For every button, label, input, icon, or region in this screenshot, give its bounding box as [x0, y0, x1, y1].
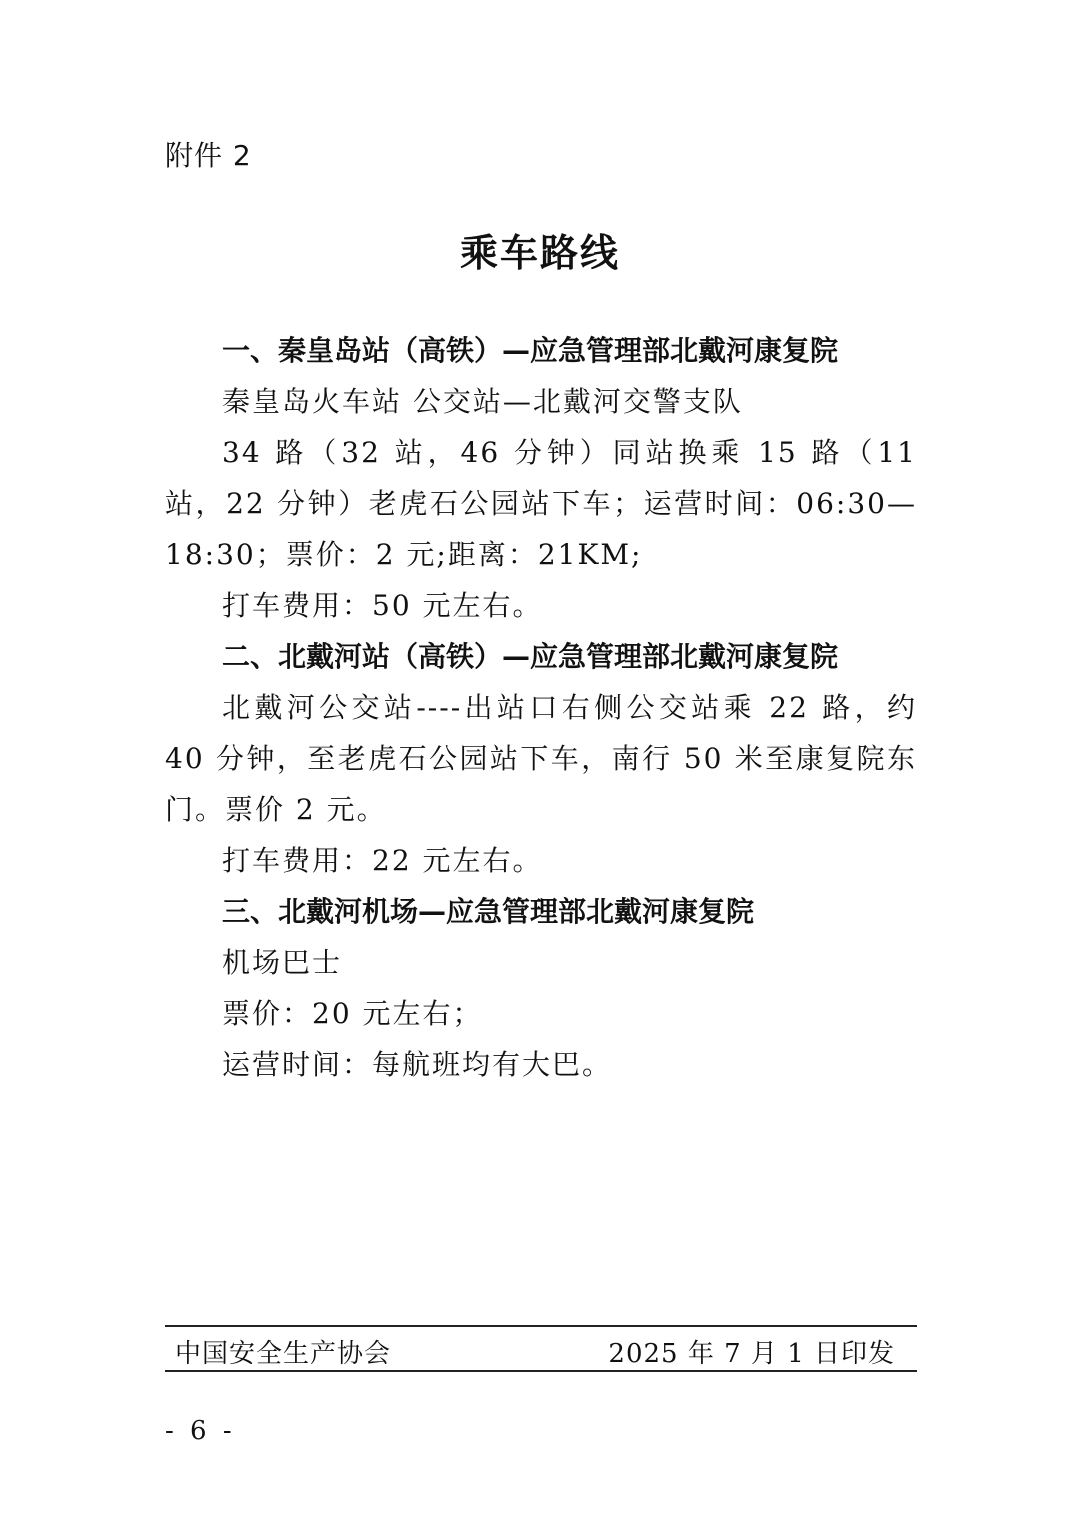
- footer-print-date: 2025 年 7 月 1 日印发: [608, 1339, 895, 1369]
- page-number: - 6 -: [165, 1416, 236, 1446]
- document-title: 乘车路线: [459, 231, 620, 275]
- section-3-airport-bus: 机场巴士: [222, 946, 343, 979]
- footer-bottom-rule: [165, 1370, 917, 1372]
- section-2-taxi-fare: 打车费用：22 元左右。: [222, 844, 543, 877]
- section-1-bus-paragraph: 34 路（32 站，46 分钟）同站换乘 15 路（11 站，22 分钟）老虎石公园站下车；运营时间：06:30—18:30；票价：2 元;距离：21KM;: [165, 436, 917, 571]
- attachment-label: 附件 2: [165, 139, 252, 172]
- section-2-heading: 二、北戴河站（高铁）—应急管理部北戴河康复院: [222, 640, 839, 673]
- section-2-bus-paragraph: 北戴河公交站----出站口右侧公交站乘 22 路，约 40 分钟，至老虎石公园站下车，南行 50 米至康复院东门。票价 2 元。: [165, 691, 917, 826]
- section-1-taxi-fare: 打车费用：50 元左右。: [222, 589, 543, 622]
- footer-top-rule: [165, 1325, 917, 1327]
- footer-organization: 中国安全生产协会: [175, 1339, 392, 1369]
- section-1-route-line: 秦皇岛火车站 公交站—北戴河交警支队: [222, 385, 743, 418]
- section-3-operating-hours: 运营时间：每航班均有大巴。: [222, 1048, 613, 1081]
- section-3-heading: 三、北戴河机场—应急管理部北戴河康复院: [222, 895, 755, 928]
- section-3-fare: 票价：20 元左右；: [222, 997, 483, 1030]
- section-1-heading: 一、秦皇岛站（高铁）—应急管理部北戴河康复院: [222, 334, 839, 367]
- document-body: [165, 325, 917, 1090]
